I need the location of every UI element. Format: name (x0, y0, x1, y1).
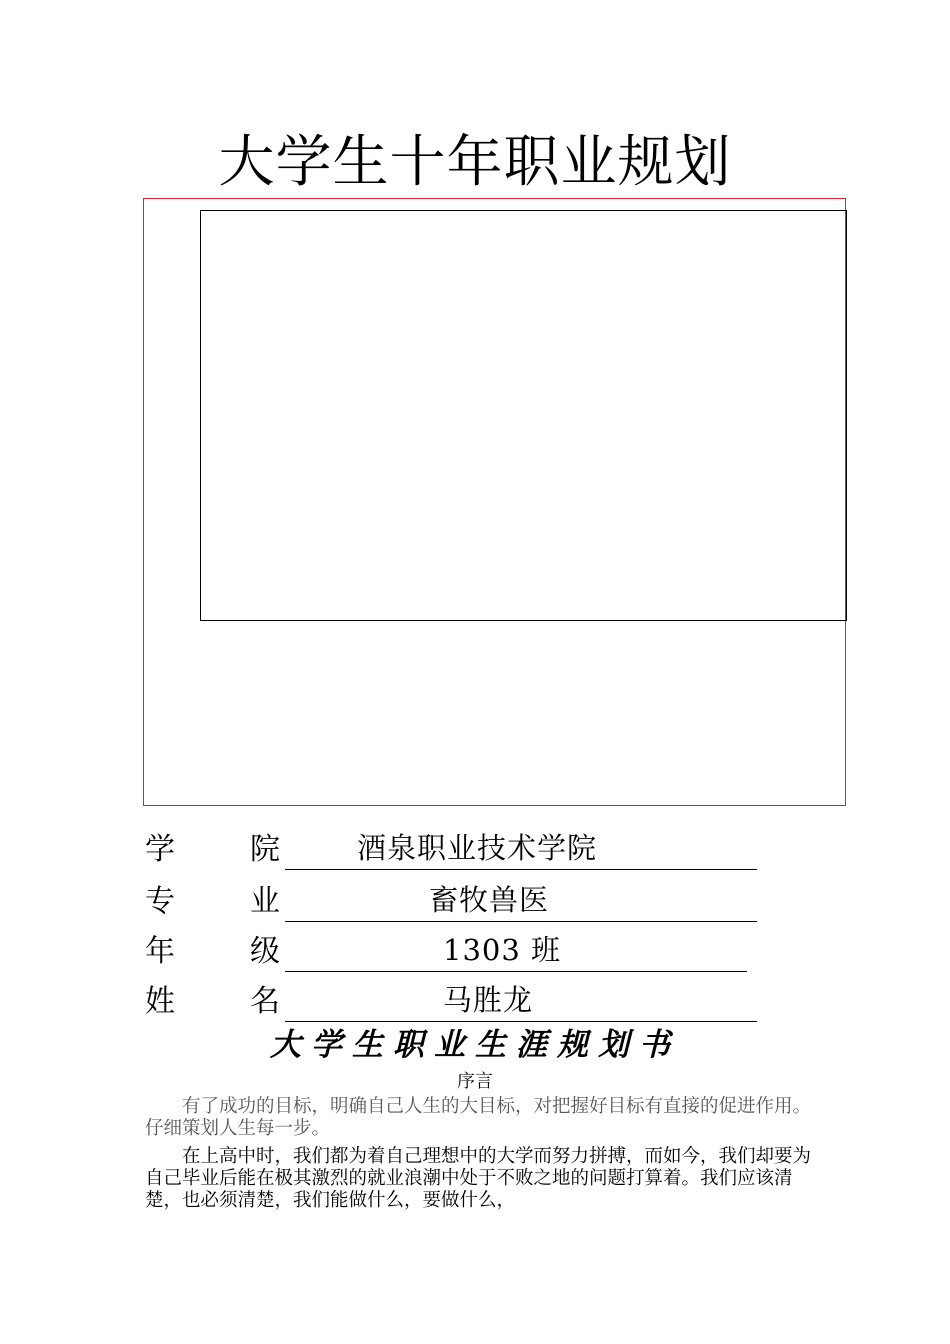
underline-college (285, 869, 757, 870)
underline-grade (285, 971, 747, 972)
info-value-college: 酒泉职业技术学院 (357, 831, 598, 865)
preface-heading: 序言 (457, 1071, 493, 1092)
photo-frame-inner (200, 210, 847, 621)
info-row-major: 专 业 畜牧兽医 (145, 874, 760, 924)
paragraph-2: 在上高中时，我们都为着自己理想中的大学而努力拼搏，而如今，我们却要为自己毕业后能在极其激烈的就业浪潮中处于不败之地的问题打算着。我们应该清楚，也必须清楚，我们能做什么，要做什么， (145, 1146, 812, 1211)
document-title: 大学生十年职业规划 (218, 130, 732, 195)
underline-major (285, 921, 757, 922)
section-title: 大学生职业生涯规划书 (270, 1027, 680, 1063)
info-value-grade: 1303 班 (443, 933, 562, 967)
underline-name (285, 1021, 757, 1022)
info-value-major: 畜牧兽医 (429, 883, 550, 917)
info-row-college: 学 院 酒泉职业技术学院 (145, 822, 760, 872)
info-row-name: 姓 名 马胜龙 (145, 974, 760, 1024)
paragraph-1: 有了成功的目标，明确自己人生的大目标，对把握好目标有直接的促进作用。仔细策划人生每一步。 (145, 1096, 812, 1139)
info-row-grade: 年 级 1303 班 (145, 924, 750, 974)
info-value-name: 马胜龙 (443, 983, 534, 1017)
